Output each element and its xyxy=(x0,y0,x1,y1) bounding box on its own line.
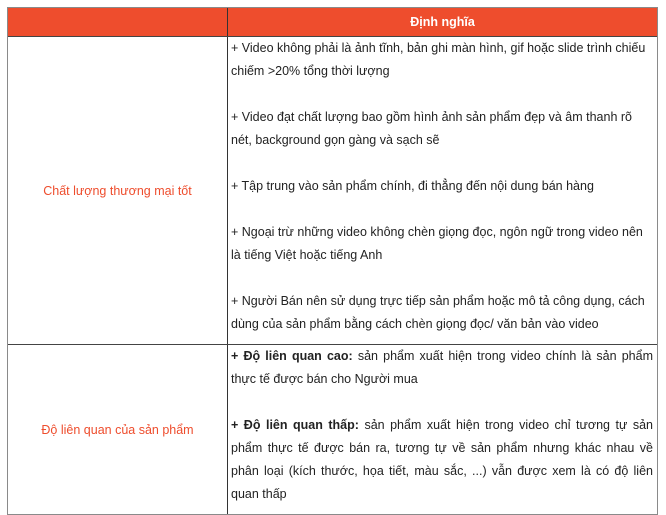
definition-item xyxy=(231,414,653,506)
item-text: sản phẩm xuất hiện trong video chỉ tương tự sản phẩm thực tế được bán ra, tương tự về sản phẩm nhưng khác nhau về phân loại (kích thước, họa tiết, màu sắc, ...) vẫn được xem là có độ liên quan thấp xyxy=(231,418,653,501)
table-header xyxy=(8,8,657,37)
table-row xyxy=(8,345,657,514)
item-term: + Độ liên quan cao: xyxy=(231,349,353,363)
definition-item: + Video không phải là ảnh tĩnh, bản ghi màn hình, gif hoặc slide trình chiếu chiếm >20% tổng thời lượng xyxy=(231,41,646,78)
definition-item: + Ngoại trừ những video không chèn giọng đọc, ngôn ngữ trong video nên là tiếng Việt hoặc tiếng Anh xyxy=(231,225,643,262)
criteria-label: Chất lượng thương mại tốt xyxy=(8,37,228,344)
definition-cell xyxy=(228,345,657,514)
table-row xyxy=(8,37,657,345)
item-text: sản phẩm xuất hiện trong video chính là sản phẩm thực tế được bán cho Người mua xyxy=(231,349,653,386)
item-term: + Độ liên quan thấp: xyxy=(231,418,359,432)
header-cell-criteria xyxy=(8,8,228,36)
definition-cell xyxy=(228,37,657,344)
definition-item xyxy=(231,345,653,391)
definition-item: + Người Bán nên sử dụng trực tiếp sản phẩm hoặc mô tả công dụng, cách dùng của sản phẩm bằng cách chèn giọng đọc/ văn bản vào video xyxy=(231,294,645,331)
header-cell-definition: Định nghĩa xyxy=(410,15,475,29)
definition-table xyxy=(7,7,658,515)
definition-item: + Tập trung vào sản phẩm chính, đi thẳng đến nội dung bán hàng xyxy=(231,179,594,193)
criteria-label: Độ liên quan của sản phẩm xyxy=(8,345,228,514)
definition-item: + Video đạt chất lượng bao gồm hình ảnh sản phẩm đẹp và âm thanh rõ nét, background gọn gàng và sạch sẽ xyxy=(231,110,632,147)
